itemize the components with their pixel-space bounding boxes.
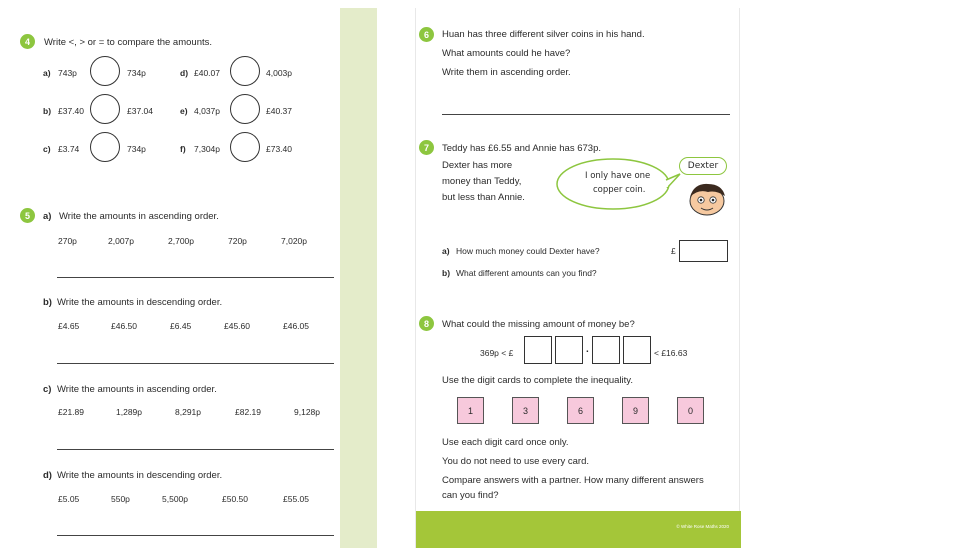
q5c-amount: 9,128p	[294, 407, 320, 417]
q7a-answer-box[interactable]	[679, 240, 728, 262]
footer-bar	[416, 511, 741, 548]
q5b-amount: £4.65	[58, 321, 80, 331]
digit-card[interactable]: 9	[622, 397, 649, 424]
q5a-amount: 2,007p	[108, 236, 134, 246]
q5b-amount: £6.45	[170, 321, 192, 331]
speech-line-2: copper coin.	[593, 185, 646, 195]
digit-card[interactable]: 3	[512, 397, 539, 424]
page-gutter	[340, 8, 377, 548]
q5c-instruction: Write the amounts in ascending order.	[57, 384, 217, 395]
q5a-answer-line[interactable]	[57, 277, 334, 278]
q4-row-c-left: £3.74	[58, 144, 80, 154]
q4-row-e-label: e)	[180, 106, 188, 116]
question-5-badge: 5	[20, 208, 35, 223]
q7b-label: b)	[442, 268, 451, 278]
q5b-label: b)	[43, 297, 52, 308]
q8-note-2: You do not need to use every card.	[442, 456, 590, 467]
q6-line-2: What amounts could he have?	[442, 48, 571, 59]
q4-row-f-answer-circle[interactable]	[230, 132, 260, 162]
q5b-instruction: Write the amounts in descending order.	[57, 297, 223, 308]
question-8-badge: 8	[419, 316, 434, 331]
q8-note-3: Compare answers with a partner. How many different answers	[442, 475, 704, 486]
speech-line-1: I only have one	[585, 171, 651, 181]
q4-row-a-left: 743p	[58, 68, 77, 78]
q8-inequality-left: 369p < £	[480, 348, 514, 358]
question-4-instruction: Write <, > or = to compare the amounts.	[44, 37, 213, 48]
digit-card[interactable]: 6	[567, 397, 594, 424]
worksheet-left-page	[0, 8, 340, 548]
q5d-answer-line[interactable]	[57, 535, 334, 536]
q8-digit-box-1[interactable]	[524, 336, 552, 364]
q7a-question: How much money could Dexter have?	[456, 246, 600, 256]
q4-row-a-answer-circle[interactable]	[90, 56, 120, 86]
q5c-answer-line[interactable]	[57, 449, 334, 450]
q4-row-d-left: £40.07	[194, 68, 220, 78]
q5b-answer-line[interactable]	[57, 363, 334, 364]
q7a-label: a)	[442, 246, 450, 256]
q4-row-a-label: a)	[43, 68, 51, 78]
q4-row-d-label: d)	[180, 68, 189, 78]
q8-inequality-right: < £16.63	[654, 348, 688, 358]
q4-row-f-label: f)	[180, 144, 186, 154]
q8-decimal-point: .	[586, 344, 589, 355]
q4-row-c-answer-circle[interactable]	[90, 132, 120, 162]
digit-card[interactable]: 0	[677, 397, 704, 424]
question-6-badge: 6	[419, 27, 434, 42]
q5d-amount: £50.50	[222, 494, 248, 504]
question-4-badge: 4	[20, 34, 35, 49]
q5c-amount: £82.19	[235, 407, 261, 417]
q4-row-e-right: £40.37	[266, 106, 292, 116]
q5d-label: d)	[43, 470, 52, 481]
q4-row-b-left: £37.40	[58, 106, 84, 116]
q7a-currency: £	[671, 246, 676, 256]
q5d-amount: £55.05	[283, 494, 309, 504]
q4-row-b-label: b)	[43, 106, 52, 116]
q5b-amount: £46.50	[111, 321, 137, 331]
q5d-amount: £5.05	[58, 494, 80, 504]
q7-dexter-line-1: Dexter has more	[442, 160, 513, 171]
speech-bubble-icon	[554, 156, 684, 212]
q5a-instruction: Write the amounts in ascending order.	[59, 211, 219, 222]
q7b-question: What different amounts can you find?	[456, 268, 597, 278]
q4-row-d-answer-circle[interactable]	[230, 56, 260, 86]
q4-row-c-right: 734p	[127, 144, 146, 154]
q8-note-1: Use each digit card once only.	[442, 437, 569, 448]
q5b-amount: £46.05	[283, 321, 309, 331]
q6-line-3: Write them in ascending order.	[442, 67, 571, 78]
digit-card[interactable]: 1	[457, 397, 484, 424]
q5a-label: a)	[43, 211, 52, 222]
question-7-badge: 7	[419, 140, 434, 155]
q8-digit-box-2[interactable]	[555, 336, 583, 364]
q5a-amount: 270p	[58, 236, 77, 246]
q5c-amount: 1,289p	[116, 407, 142, 417]
dexter-face-icon	[686, 181, 728, 217]
footer-copyright: © White Rose Maths 2020	[676, 524, 729, 529]
q7-intro: Teddy has £6.55 and Annie has 673p.	[442, 143, 601, 154]
q5a-amount: 720p	[228, 236, 247, 246]
q7-dexter-line-3: but less than Annie.	[442, 192, 525, 203]
q4-row-a-right: 734p	[127, 68, 146, 78]
q4-row-e-answer-circle[interactable]	[230, 94, 260, 124]
q5d-amount: 5,500p	[162, 494, 188, 504]
q8-note-4: can you find?	[442, 490, 499, 501]
q4-row-d-right: 4,003p	[266, 68, 292, 78]
q7-dexter-line-2: money than Teddy,	[442, 176, 522, 187]
dexter-name-tag: Dexter	[679, 157, 727, 175]
q6-line-1: Huan has three different silver coins in his hand.	[442, 29, 645, 40]
q8-question: What could the missing amount of money be?	[442, 319, 635, 330]
q8-digit-box-4[interactable]	[623, 336, 651, 364]
q8-digit-box-3[interactable]	[592, 336, 620, 364]
q4-row-f-right: £73.40	[266, 144, 292, 154]
q4-row-e-left: 4,037p	[194, 106, 220, 116]
q5c-label: c)	[43, 384, 52, 395]
q6-answer-line[interactable]	[442, 114, 730, 115]
q4-row-b-answer-circle[interactable]	[90, 94, 120, 124]
q5d-instruction: Write the amounts in descending order.	[57, 470, 223, 481]
q5c-amount: £21.89	[58, 407, 84, 417]
q5d-amount: 550p	[111, 494, 130, 504]
worksheet-right-page	[415, 8, 740, 548]
q5c-amount: 8,291p	[175, 407, 201, 417]
q5b-amount: £45.60	[224, 321, 250, 331]
q5a-amount: 7,020p	[281, 236, 307, 246]
q8-cards-instruction: Use the digit cards to complete the inequality.	[442, 375, 633, 386]
q5a-amount: 2,700p	[168, 236, 194, 246]
q4-row-c-label: c)	[43, 144, 51, 154]
q4-row-f-left: 7,304p	[194, 144, 220, 154]
q4-row-b-right: £37.04	[127, 106, 153, 116]
